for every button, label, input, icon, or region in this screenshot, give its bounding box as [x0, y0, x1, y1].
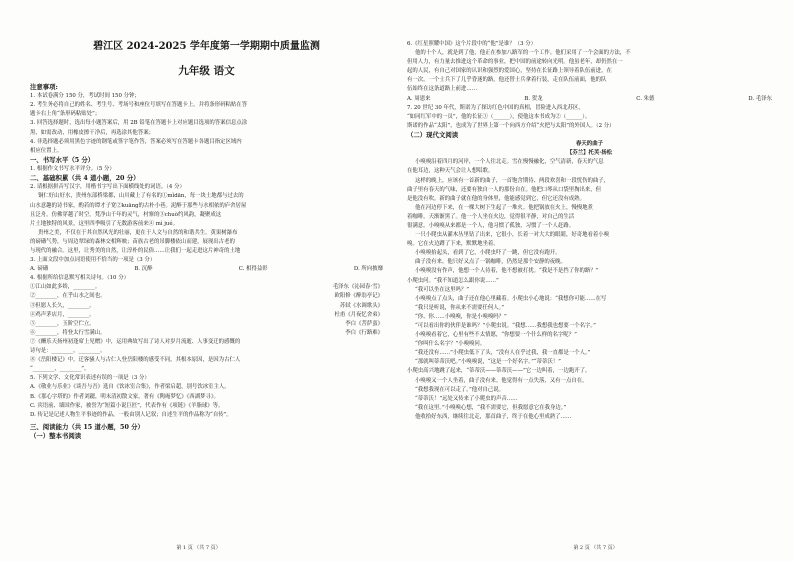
story-line: 这样的晚上，应该有一首新的曲子，一首饱含期待、两段欢喜和一段忧伤的曲子，	[415, 177, 610, 184]
story-line: “我还没有……”小爬虫低下了头，“没有人在乎过我，我一直都是一个人。”	[415, 350, 591, 357]
poem-blank: ④鸡声茅店月，________。	[30, 311, 95, 318]
poem-row	[30, 311, 383, 320]
option-a: A. 周恩来	[407, 95, 431, 102]
story-line: 是他没有吹。新的曲子就在他的身体里，他能感觉到它，但它还没有成熟。	[407, 195, 585, 202]
question-4: 4. 根据所给信息默写相关诗句。（10 分）	[30, 275, 129, 282]
poem-source: 毛泽东《沁园春·雪》	[332, 284, 383, 291]
passage-line: 有一次，一个士兵下了几乎昏迷的路，他还替士兵拿着行装，走在队伍前面，他的队	[407, 77, 607, 84]
story-line: 嗅。它在火边蹲了下来，默默地坐着。	[407, 241, 499, 248]
question-2: 2. 请根据拼音写汉字，用楷书字写出下面横线处的词语。（4 分）	[30, 184, 185, 191]
story-line: 他收拾好东西，继续往北走，那首曲子，终于在他心里成熟了……	[415, 413, 572, 420]
notice-line: 黑，如需改动，用橡皮擦干净后，再选涂其他答案；	[30, 129, 154, 136]
passage-line: 与现代的融合。这里，让秀美的自然，让淳朴的民俗……让我们一起走进这片神奇的土地	[30, 248, 241, 255]
option-b: B.《那心字塔的》作者刘勰，明末清初散文家，著有《陶庵梦忆》《西湖梦寻》。	[30, 393, 219, 400]
story-line: “我可以坐在这里吗？”	[415, 286, 470, 293]
option-a: A. 磅礴	[30, 266, 49, 273]
poem-source: 苏轼《水调歌头》	[339, 302, 383, 309]
story-line: 小嗅嗅又一个人坐着，曲子没有来。他觉得有一点失落，又有一点自在。	[415, 377, 588, 384]
story-line: “我在这里。”小嗅嗅心想，“我不需要它，但我愿意它在我身边。”	[415, 404, 567, 411]
story-line: 他在河边停下来，在一棵大树下生起了一堆火。他把锅放在火上，慢慢地煮	[415, 204, 593, 211]
section-heading: 二、基础积累（共 4 道小题，20 分）	[30, 174, 140, 183]
story-line: 着咖啡，天渐渐黑了。他一个人坐在火边，觉得很平静，对自己的生活	[407, 213, 575, 220]
option-b: B. 贺龙	[524, 95, 543, 102]
story-line: 小嗅嗅看着它，心里有些不太情愿，“你想要一个什么样的名字呢？”	[415, 332, 577, 339]
question-7: 7. 20 世纪 30 年代，斯诺为了探访红色中国的真相，冒险进入西北苏区，	[407, 104, 584, 111]
poem-row	[30, 283, 383, 292]
poem-row	[30, 292, 383, 301]
poem-row	[30, 329, 383, 338]
story-line: 小嗅嗅没有作声，他想一个人待着，他不想被打扰。“我是不是挡了你的路？”	[415, 268, 599, 275]
story-title: 春天的曲子	[576, 141, 603, 148]
option-d: D. 所向披靡	[353, 266, 383, 273]
story-line: “我只是听说，你从来不需要任何人。”	[415, 304, 505, 311]
question-1: 1. 根据作文书写水平评分。（5 分）	[30, 166, 115, 173]
passage-line: 铜仁好山好水，贵州东部桥梁都，山川藏上了有名的①mǐdān，每一块土地都与过去的	[38, 193, 244, 200]
passage-line: 伍始终在这条道路上前进……	[407, 86, 478, 93]
q3-options	[30, 265, 383, 274]
notice-line: 4. 非选择题必须用黑色字迹的钢笔或签字笔作答，答案必须写在答题卡各题目指定区域内	[30, 138, 242, 145]
story-line: “你、你……小嗅嗅，你是小嗅嗅吗？”	[415, 313, 507, 320]
option-c: C. 朱德	[636, 95, 655, 102]
exam-title: 碧江区 2024-2025 学年度第一学期期中质量监测	[93, 41, 320, 52]
passage-line: 的磅礴气势，与周边翠绿的森林交相辉映；苗族古老的吊脚楼依山而建，展现出古老的	[30, 238, 235, 245]
passage-line: 起的人民，有自己对国家的认识和强烈的爱国心，坚持在长征路上领导着队伍前进，在	[407, 68, 612, 75]
poem-row	[30, 302, 383, 311]
option-b: B. 沉醉	[134, 266, 153, 273]
passage-line: 贵州之美，不仅在于其自然风光的壮丽，更在于人文与自然的和谐共生。黄果树瀑布	[38, 229, 238, 236]
story-line: 小嗅嗅点了点头，曲子还在他心里藏着。小爬虫小心地说：“我想你可能……在写	[415, 295, 607, 302]
story-line: 曲子没有来。他只好又点了一锅咖啡，仍然是那个安静的夜晚。	[415, 259, 566, 266]
page-footer: 第 1 页 （共 7 页）	[176, 545, 221, 551]
passage-line: 他的十个人，就是到了他，他正在参加八路军的一个工作。他们采用了一个会面的方法，不	[415, 50, 631, 57]
question-5: 5. 下列文学、文化常识表述有误的一项是（3 分）	[30, 375, 150, 382]
story-line: 一只小爬虫从灌木丛里钻了出来，它很小，长着一对大大的眼睛，好奇地看着小嗅	[415, 232, 610, 239]
story-line: “可以看出你的伙伴是谁吗？”小爬虫说。“我想……我想我也想要一个名字。”	[415, 323, 596, 330]
notice-line: 1. 本试卷满分 150 分，考试时间 150 分钟；	[30, 93, 140, 100]
option-c: C. 宾语前、墙国作家，被誉为“短篇小说巨匠”，代表作有《项链》《羊脂球》等。	[30, 402, 224, 409]
notice-heading: 注意事项:	[30, 83, 58, 91]
passage-line: 片土地独特的风景，这里四季吸引了无数游客前来④ mì jué。	[30, 220, 178, 227]
story-line: 小爬虫高兴地跳了起来，“蒂蒂沃——蒂蒂沃——”它一边叫着，一边跑开了。	[407, 368, 591, 375]
q6-options	[407, 95, 772, 104]
story-line: 曲子里有春天的气味，还要有独自一人的那份自在。他把口琴从口袋里掏出来，但	[407, 186, 602, 193]
question-7-line: 斯诺的作品“太阳”，也成为了世界上第一个向西方介绍“火把与太阳”的外国人。（2 分）	[407, 122, 615, 129]
q4-extra-line: “________，________”。	[30, 366, 90, 373]
option-c: C. 相得益彰	[238, 266, 268, 273]
poem-source: 杜甫《月夜忆舍弟》	[334, 311, 383, 318]
poem-row	[30, 320, 383, 329]
poem-blank: ⑥________，将登太行雪满山。	[30, 329, 106, 336]
exam-subtitle: 九年级 语文	[178, 65, 235, 77]
story-line: 在他耳边，这种天气会让人想唱歌。	[407, 168, 494, 175]
question-7-line: “如同红军中的一员”，他的长征①（______），使他这本书成为②（______）。	[407, 113, 591, 120]
question-6: 6.《红星照耀中国》这个片段中的“他”是谁？（3 分）	[407, 41, 537, 47]
passage-line: 山水意趣的诗书家，酌若的谭才子宽②kuāng的古朴小巷。泥醉于那些与水相依的庐舍居屋	[30, 202, 247, 209]
section-heading: 一、书写水平（5 分）	[30, 155, 95, 164]
poem-source: 欧阳修《醉翁亭记》	[334, 293, 383, 300]
story-line: “蒂蒂沃！”远处又传来了小爬虫的声音……	[415, 395, 518, 402]
story-author: 【芬兰】托芙·扬松	[566, 150, 612, 157]
story-line: “那就叫蒂蒂沃吧。”小嗅嗅说，“这是一个好名字。”“蒂蒂沃！”	[415, 359, 561, 366]
q4-extra-line: ⑦《酬乐天扬州初逢席上见赠》中，运用典故写出了诗人对岁月流逝、人事变迁的感慨的	[30, 338, 241, 345]
q4-extra-line: ⑧《岳阳楼记》中，迁客骚人与古仁人登岳阳楼的感受不同，其根本原因，是因为古仁人	[30, 357, 241, 364]
q4-extra-line: 诗句是：________，________。	[30, 348, 106, 355]
option-d: D. 毛泽东	[748, 95, 772, 102]
poem-source: 李白《菩萨蛮》	[345, 320, 383, 327]
notice-line: 相应位置上。	[30, 147, 63, 154]
option-d: D. 传记是记述人物生平事迹的作品，一般由别人记叙；自述生平的作品称为“自传”。	[30, 411, 232, 418]
story-line: 很满意。小嗅嗅从来都是一个人，他习惯了孤独，习惯了一个人赶路。	[407, 222, 575, 229]
page-footer: 第 2 页 （共 7 页）	[573, 545, 618, 551]
story-line: “我想我现在可以走了。”他对自己说。	[415, 386, 505, 393]
section-heading: 三、阅读能力（共 15 道小题，50 分）	[30, 422, 144, 431]
poem-blank: ②________，在乎山水之间也。	[30, 293, 106, 300]
poem-blank: ①江山如此多娇，________。	[30, 284, 101, 291]
passage-line: 但用人力，有力量去推进这个革命的事业，把中国的前途转向光明。他虽老年，却仍然在一	[407, 59, 623, 66]
exam-page-2	[397, 0, 794, 561]
notice-line: 题卡右上角“条形码粘贴处”；	[30, 111, 101, 118]
story-body	[407, 158, 772, 422]
story-line: 小嗅嗅抬起头，看到了它，小爬虫吓了一跳，但它没有跑开。	[415, 250, 561, 257]
passage-line: 且泛舟，仿佛穿越了时空。梵净山千年的灵气，村寨的③chuò约风韵，凝聚成这	[30, 211, 222, 218]
story-line: 小嗅嗅沿着四月的河岸，一个人往北走。雪在慢慢融化，空气清新，春天的气息	[415, 159, 604, 166]
subsection-heading: （二）现代文阅读	[407, 130, 459, 139]
question-3: 3. 上面文段中加点词语使用不恰当的一项是（3 分）	[30, 257, 156, 264]
poem-blank: ⑤________，玉阶空伫立。	[30, 320, 95, 327]
notice-line: 3. 回答选择题时，选出每小题答案后，用 2B 铅笔在答题卡上对应题目选项的答案信息点涂	[30, 120, 248, 127]
poem-source: 李白《行路难》	[345, 329, 383, 336]
notice-line: 2. 考生务必将自己的姓名、考生号、考场号和座位号填写在答题卡上，并将条形码粘贴在答	[30, 102, 248, 109]
subsection-heading: （一）整本书阅读	[30, 432, 82, 440]
poem-blank: ③但愿人长久，________。	[30, 302, 95, 309]
story-line: 小爬虫问。“我不知道怎么跟你说……”	[407, 277, 499, 284]
story-line: “你叫什么名字？”小嗅嗅问。	[415, 341, 486, 348]
option-a: A.《敬业与乐业》《谈吾与吾》选自《饮冰室合集》，作者梁启超，别号饮冰室主人。	[30, 384, 230, 391]
